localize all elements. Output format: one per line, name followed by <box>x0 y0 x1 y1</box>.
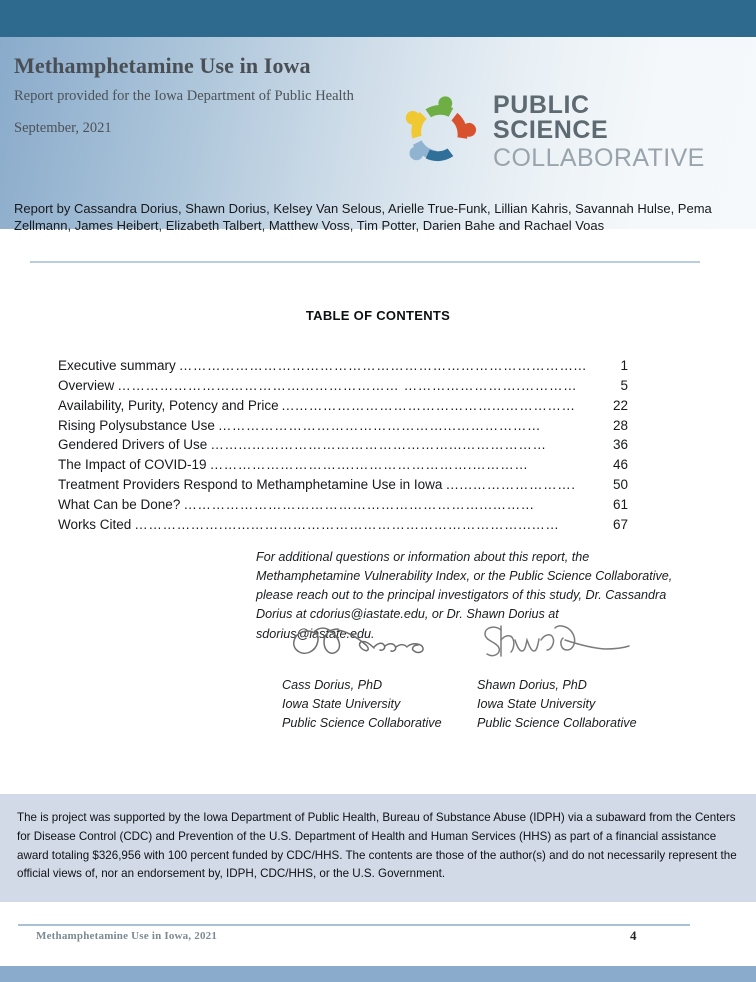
toc-entry-page: 5 <box>620 377 628 393</box>
toc-entry-leader: ……………….…...…………………………………………………...…… <box>134 516 560 532</box>
logo-wordmark <box>493 93 705 173</box>
toc-entry-label: Executive summary <box>58 358 176 373</box>
pinwheel-people-logo-icon <box>393 87 485 179</box>
toc-entry[interactable] <box>58 475 628 495</box>
toc-entry-label: Works Cited <box>58 516 132 532</box>
cass-dorius-signature-icon <box>282 618 447 664</box>
signer-institution: Iowa State University <box>282 697 401 712</box>
funding-disclaimer-band <box>0 794 756 902</box>
toc-entry-page: 1 <box>620 358 628 373</box>
toc-entry-page: 50 <box>612 477 628 493</box>
toc-entry[interactable] <box>58 396 628 416</box>
page-title: Methamphetamine Use in Iowa <box>14 53 311 78</box>
toc-entry-leader: …………………………………………………………………………... <box>178 358 587 373</box>
bottom-accent-bar <box>0 966 756 982</box>
signer-institution: Iowa State University <box>477 697 596 712</box>
toc-entry-label: Treatment Providers Respond to Methamphetamine Use in Iowa <box>58 477 443 493</box>
toc-entry-page: 28 <box>612 417 628 433</box>
table-of-contents-heading: TABLE OF CONTENTS <box>305 308 451 323</box>
signature-block <box>477 618 672 733</box>
toc-entry-label: Rising Polysubstance Use <box>58 417 215 433</box>
signature-area <box>282 618 682 733</box>
signature-names <box>477 676 672 733</box>
title-block <box>14 54 394 136</box>
footer-page-number: 4 <box>630 928 637 943</box>
toc-entry-page: 61 <box>612 496 628 512</box>
toc-entry-label: The Impact of COVID-19 <box>58 457 207 473</box>
toc-entry-label: Gendered Drivers of Use <box>58 437 208 453</box>
toc-entry-leader: …………………………………………...……………… <box>217 417 542 433</box>
footer-divider <box>18 924 690 926</box>
toc-entry-label: Availability, Purity, Potency and Price <box>58 397 279 413</box>
toc-entry-leader: …...…………………. <box>445 477 576 493</box>
toc-entry[interactable] <box>58 376 628 396</box>
report-header-band <box>0 37 756 234</box>
toc-entry-page: 36 <box>612 437 628 453</box>
signature-names <box>282 676 477 733</box>
toc-entry-label: Overview <box>58 377 115 393</box>
toc-entry[interactable] <box>58 515 628 535</box>
toc-entry[interactable] <box>58 435 628 455</box>
toc-entry-leader: ………………………………………………………...……… <box>183 496 535 512</box>
signature-block <box>282 618 477 733</box>
toc-entry-leader: …………………………………………………… …………………….………… <box>117 377 578 393</box>
funding-disclaimer-text: The is project was supported by the Iowa Department of Public Health, Bureau of Substance Abuse (IDPH) via a subaward from the Centers for Disease Control (CDC) and Prevention of the U.S. Department of Health and Human Services (HHS) as part of a financial assistance award totaling $326,956 with 100 percent funded by CDC/HHS. The contents are those of the author(s) and do not necessarily represent the official views of, nor an endorsement by, IDPH, CDC/HHS, or the U.S. Government. <box>17 811 737 881</box>
report-subtitle: Report provided for the Iowa Department of Public Health <box>14 88 354 105</box>
public-science-collaborative-logo <box>393 87 705 179</box>
toc-entry-leader: ………………………….…………………….………… <box>209 457 529 473</box>
toc-entry[interactable] <box>58 416 628 436</box>
signer-organization: Public Science Collaborative <box>477 716 637 731</box>
toc-entry[interactable] <box>58 356 628 376</box>
top-accent-bar <box>0 0 756 37</box>
toc-entry-page: 46 <box>612 457 628 473</box>
toc-entry-label: What Can be Done? <box>58 496 181 512</box>
toc-entry[interactable] <box>58 495 628 515</box>
logo-wordmark-line2: COLLABORATIVE <box>493 144 705 172</box>
author-list: Report by Cassandra Dorius, Shawn Dorius, Kelsey Van Selous, Arielle True-Funk, Lillian Kahris, Savannah Hulse, Pema Zellmann, James Heibert, Elizabeth Talbert, Matthew Voss, Tim Potter, Darien Bahe and Rachael Voas <box>14 201 712 234</box>
toc-entry-page: 67 <box>612 516 628 532</box>
signer-name: Shawn Dorius, PhD <box>477 678 587 692</box>
content-top-divider <box>30 261 700 263</box>
logo-wordmark-line1: PUBLIC SCIENCE <box>493 91 609 144</box>
shawn-dorius-signature-icon <box>477 618 642 664</box>
toc-entry-leader: ...……………………………………...…………… <box>281 397 576 413</box>
toc-entry-leader: ……...……………………………………...……………… <box>210 437 547 453</box>
contact-note: For additional questions or information about this report, the Methamphetamine Vulnerability Index, or the Public Science Collaborative, please reach out to the principal investigators of this study, Dr. Cassandra Dorius at cdorius@iastate.edu, or Dr. Shawn Dorius at sdorius@iastate.edu. <box>256 550 673 641</box>
report-date: September, 2021 <box>14 119 112 136</box>
table-of-contents <box>58 356 628 535</box>
toc-entry-page: 22 <box>612 397 628 413</box>
signer-name: Cass Dorius, PhD <box>282 678 383 692</box>
footer-running-title: Methamphetamine Use in Iowa, 2021 <box>36 930 218 942</box>
toc-entry[interactable] <box>58 455 628 475</box>
signer-organization: Public Science Collaborative <box>282 716 442 731</box>
